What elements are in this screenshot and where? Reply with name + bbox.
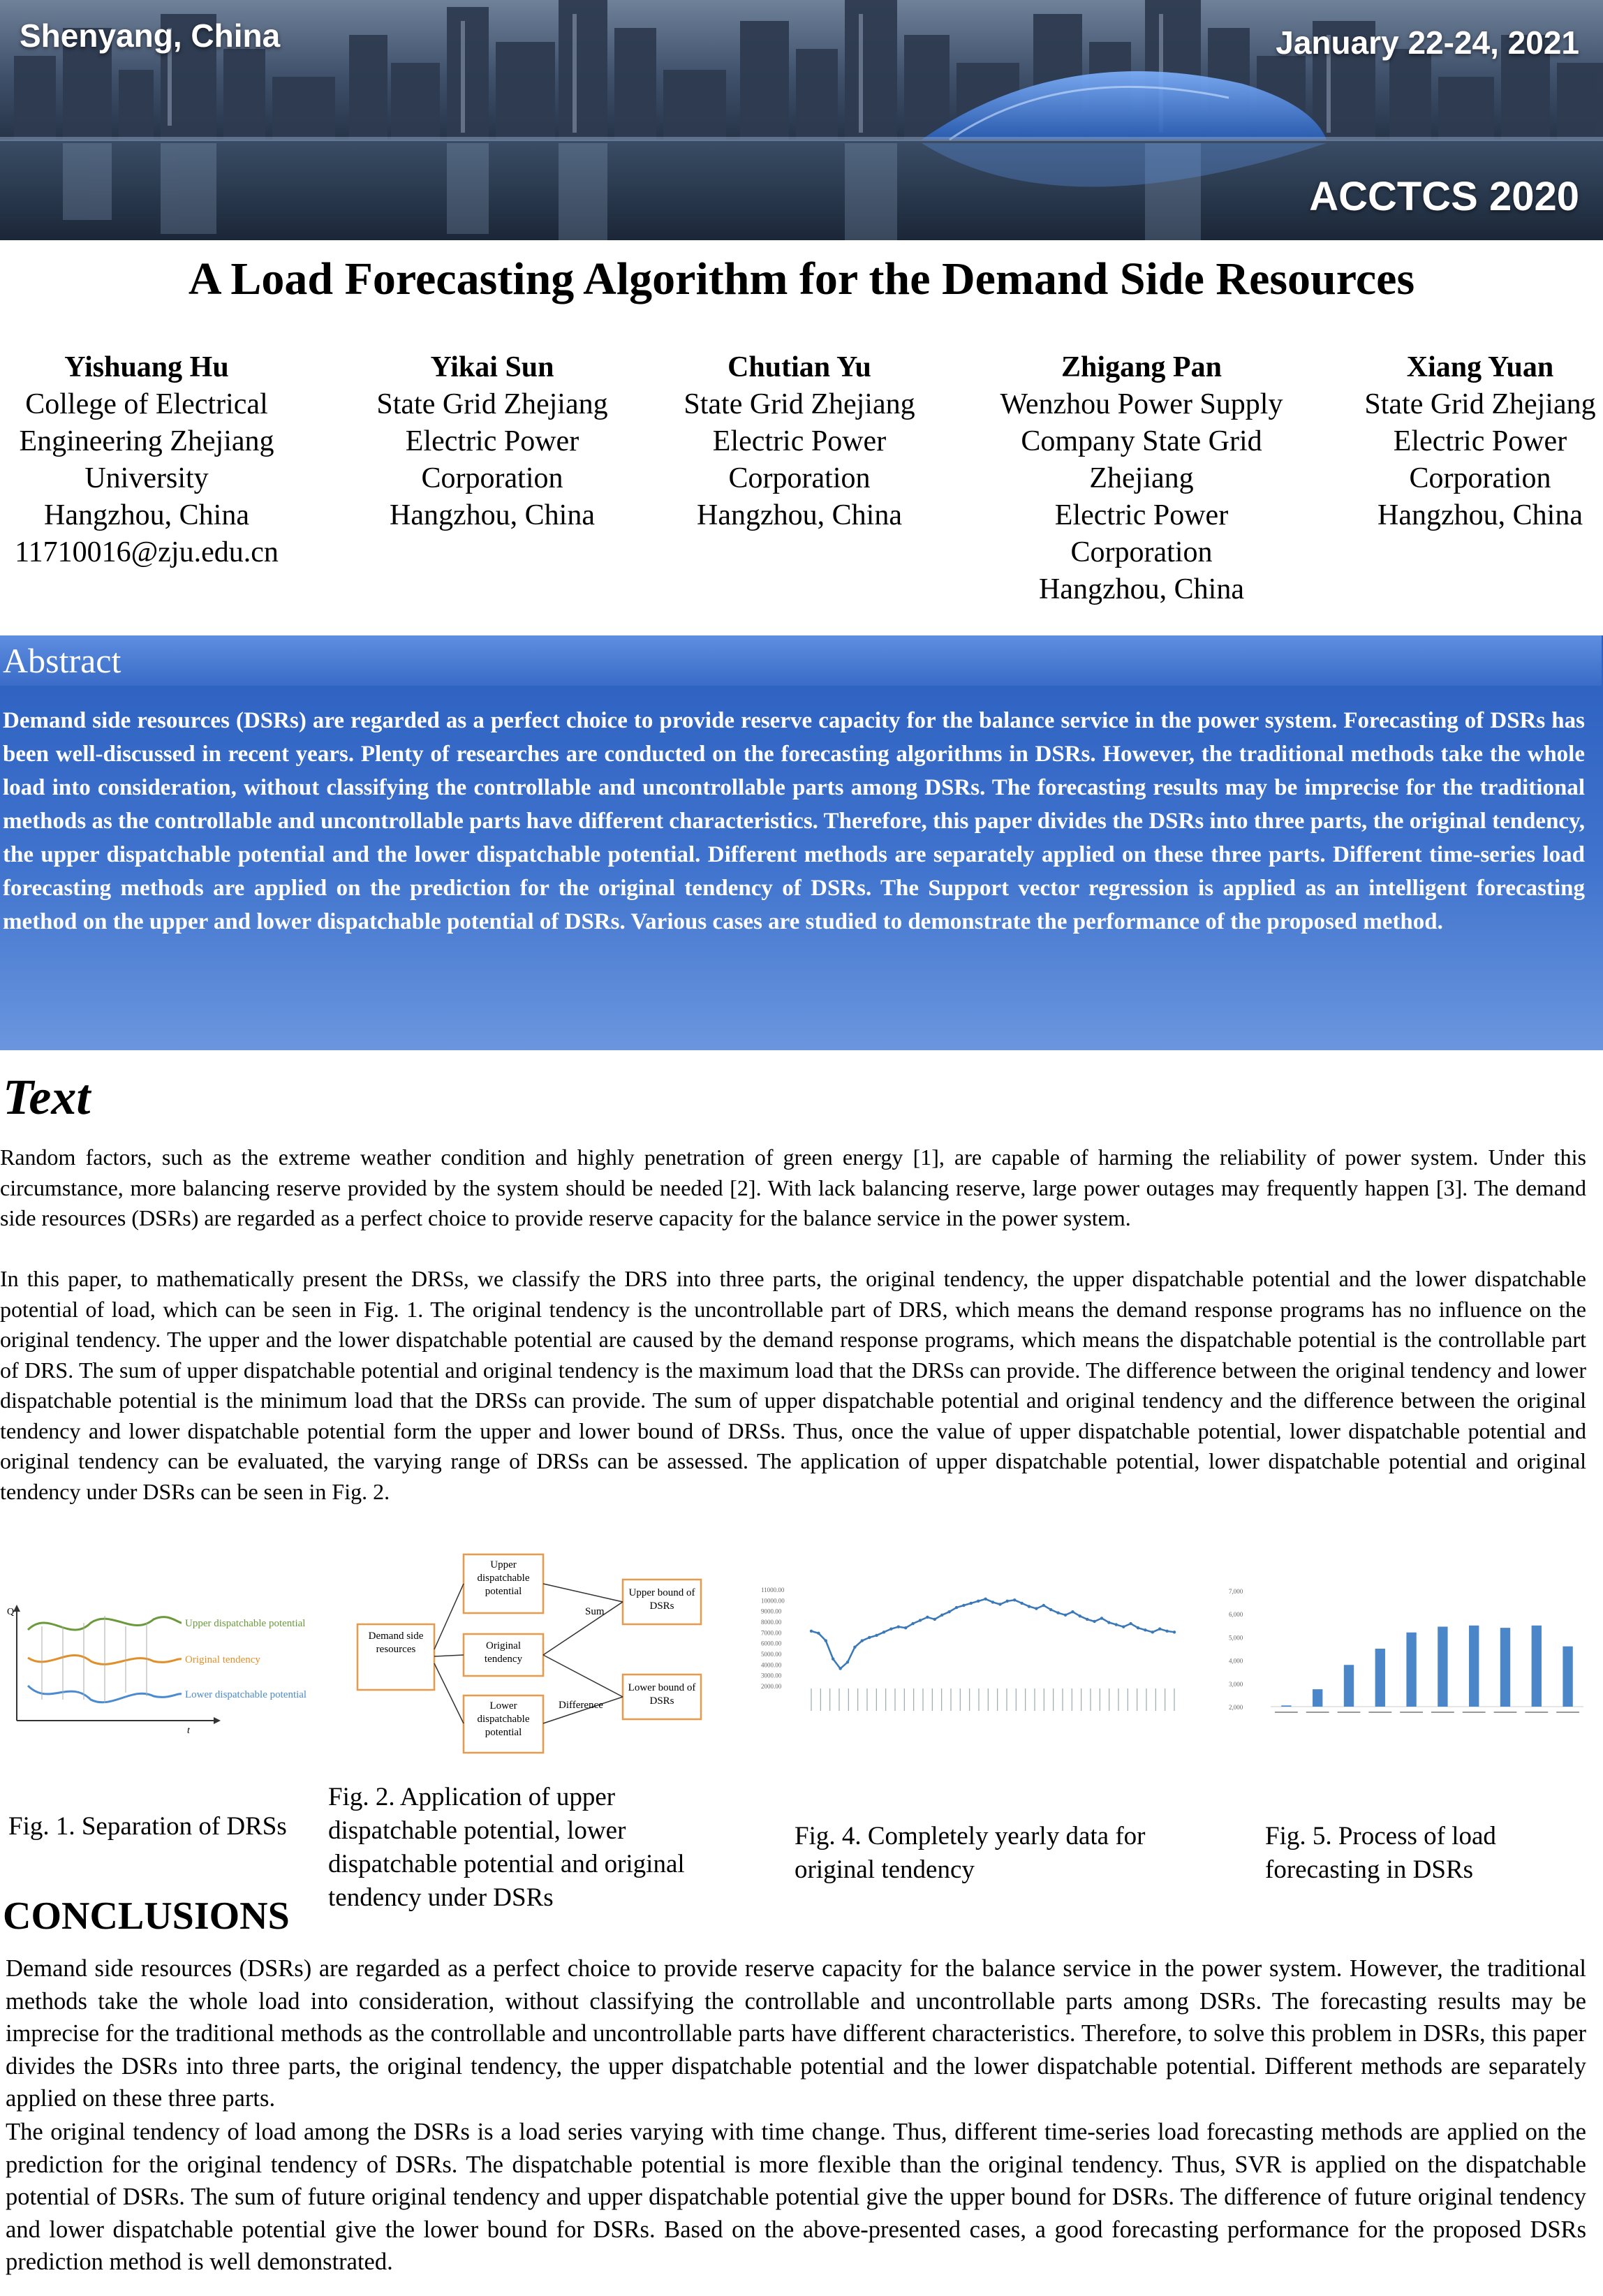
fig4-data-point (861, 1639, 864, 1642)
fig4-data-point (955, 1606, 958, 1609)
fig4-data-point (889, 1628, 892, 1631)
conference-label: ACCTCS 2020 (1309, 174, 1579, 219)
fig4-data-point (1122, 1625, 1125, 1628)
abstract-heading: Abstract (0, 635, 1602, 686)
fig4-y-tick-label: 9000.00 (761, 1607, 782, 1615)
fig2-node-lower-bound-label: Lower bound of DSRs (628, 1682, 696, 1707)
conclusions-paragraph: The original tendency of load among the DSRs is a load series varying with time change. Thus, different time-series load forecasting methods are applied on the prediction for the original tendency of DSRs. The dispatchable potential is more flexible than the original tendency. Thus, SVR is applied on the dispatchable potential of DSRs. The sum of future original tendency and upper dispatchable potential give the upper bound for DSRs. The difference of future original tendency and lower dispatchable potential give the lower bound for DSRs. Based on the above-presented cases, a good forecasting performance for the proposed DSRs prediction method is well demonstrated. (6, 2119, 1586, 2275)
fig4-data-point (1144, 1628, 1146, 1631)
author-affiliation-line: Wenzhou Power Supply (1000, 388, 1283, 420)
fig2-node-original-label: Original tendency (484, 1640, 523, 1665)
fig4-data-point (1173, 1631, 1176, 1633)
fig4-data-point (947, 1610, 950, 1613)
author-block (0, 349, 293, 571)
fig4-data-point (1028, 1605, 1030, 1607)
fig1-original-label: Original tendency (185, 1654, 260, 1665)
author-affiliation-line: Electric Power (1393, 425, 1567, 457)
author-block (1327, 349, 1603, 534)
fig5-y-tick-label: 4,000 (1229, 1657, 1243, 1665)
fig4-data-point (1137, 1626, 1139, 1629)
fig5-bar (1281, 1705, 1291, 1707)
fig4-y-tick-label: 6000.00 (761, 1640, 782, 1647)
fig4-data-point (1158, 1628, 1161, 1631)
fig4-data-point (832, 1657, 834, 1660)
text-heading: Text (3, 1069, 91, 1125)
fig5-bar (1532, 1626, 1542, 1707)
author-name: Xiang Yuan (1406, 351, 1554, 383)
fig2-caption: Fig. 2. Application of upper dispatchable potential, lower dispatchable potential and original tendency under DSRs (328, 1783, 685, 1912)
fig4-data-point (1006, 1600, 1009, 1603)
fig4-data-point (1013, 1598, 1016, 1601)
fig4-data-point (1049, 1608, 1052, 1611)
fig4-data-point (991, 1600, 994, 1603)
author-email: 11710016@zju.edu.cn (15, 536, 279, 568)
fig2-flow-diagram (355, 1552, 718, 1754)
fig4-data-point (853, 1646, 856, 1649)
author-name: Zhigang Pan (1061, 351, 1222, 383)
author-affiliation-line: State Grid Zhejiang (684, 388, 915, 420)
author-affiliation-line: Electric Power (405, 425, 579, 457)
author-affiliation-line: Hangzhou, China (390, 499, 595, 531)
fig4-data-point (977, 1600, 980, 1603)
fig2-edge-difference-label: Difference (559, 1700, 603, 1711)
fig5-bar (1469, 1626, 1479, 1707)
fig4-data-point (962, 1604, 965, 1607)
author-affiliation-line: Corporation (728, 462, 871, 494)
conclusions-paragraph: Demand side resources (DSRs) are regarded as a perfect choice to provide reserve capacity for the balance service in the power system. However, the traditional methods take the whole load into consideration, without classifying the controllable and uncontrollable parts among DSRs. The forecasting results may be imprecise for the traditional methods as the controllable and uncontrollable parts have different characteristics. Therefore, to solve this problem in DSRs, this paper divides the DSRs into three parts, the original tendency, the upper dispatchable potential and the lower dispatchable potential. Different methods are separately applied on these three parts. (6, 1955, 1586, 2112)
fig2-node-dsr-label: Demand side resources (368, 1631, 424, 1655)
author-affiliation-line: Hangzhou, China (697, 499, 902, 531)
fig1-lower-label: Lower dispatchable potential (185, 1689, 307, 1700)
author-affiliation-line: Electric Power (1054, 499, 1229, 531)
body-paragraph: Random factors, such as the extreme weather condition and highly penetration of green energy [1], are capable of harming the reliability of power system. Under this circumstance, more balancing reserve provided by the system should be needed [2]. With lack balancing reserve, large power outages may frequently happen [3]. The demand side resources (DSRs) are regarded as a perfect choice to provide reserve capacity for the balance service in the power system. (0, 1145, 1586, 1230)
author-affiliation-line: Hangzhou, China (44, 499, 249, 531)
fig4-data-point (897, 1625, 900, 1628)
fig4-data-point (825, 1639, 827, 1642)
fig5-bar (1375, 1649, 1385, 1707)
fig4-data-point (984, 1598, 987, 1600)
fig5-y-tick-label: 5,000 (1229, 1634, 1243, 1642)
fig4-data-point (998, 1603, 1001, 1605)
author-block (342, 349, 642, 534)
fig4-data-point (846, 1661, 849, 1663)
fig4-data-point (1071, 1610, 1074, 1613)
fig4-y-tick-label: 10000.00 (761, 1597, 785, 1605)
body-paragraph: In this paper, to mathematically present the DRSs, we classify the DRS into three parts, the original tendency, the upper dispatchable potential and the lower dispatchable potential of load, which can be seen in Fig. 1. The original tendency is the uncontrollable part of DRS, which means the demand response programs has no influence on the original tendency. The upper and the lower dispatchable potential are caused by the demand response programs, which means the dispatchable potential is the controllable part of DRS. The sum of upper dispatchable potential and original tendency is the maximum load that the DRSs can provide. The difference between the original tendency and lower dispatchable potential is the minimum load that the DRSs can provide. The sum of upper dispatchable potential and original tendency and the difference between the original tendency and lower dispatchable potential form the upper and lower bound of DRSs. Thus, once the value of upper dispatchable potential, lower dispatchable potential and original tendency can be evaluated, the varying range of DRSs can be assessed. The application of upper dispatchable potential, lower dispatchable potential and original tendency under DSRs can be seen in Fig. 2. (0, 1266, 1586, 1504)
fig4-data-point (1020, 1602, 1023, 1605)
fig4-data-point (882, 1631, 885, 1633)
author-affiliation-line: Corporation (421, 462, 563, 494)
fig5-bar (1406, 1633, 1416, 1707)
fig5-y-tick-label: 7,000 (1229, 1588, 1243, 1595)
author-affiliation-line: State Grid Zhejiang (1364, 388, 1596, 420)
fig4-line-chart (761, 1581, 1180, 1721)
fig4-data-point (970, 1602, 973, 1605)
fig1-upper-label: Upper dispatchable potential (185, 1618, 306, 1629)
author-affiliation-line: University (84, 462, 209, 494)
fig4-data-point (911, 1622, 914, 1625)
fig4-data-point (1042, 1604, 1045, 1607)
fig4-data-point (1115, 1623, 1118, 1626)
fig4-y-tick-label: 7000.00 (761, 1629, 782, 1637)
fig4-data-point (904, 1626, 907, 1629)
fig4-data-point (926, 1616, 929, 1619)
fig5-bar (1500, 1628, 1510, 1707)
fig1-caption: Fig. 1. Separation of DRSs (8, 1812, 287, 1841)
fig4-data-point (919, 1619, 922, 1621)
fig4-data-point (868, 1636, 871, 1639)
fig4-data-point (1129, 1622, 1132, 1625)
fig4-data-point (817, 1632, 820, 1635)
date-label: January 22-24, 2021 (1276, 24, 1579, 61)
fig4-y-tick-label: 11000.00 (761, 1587, 785, 1594)
fig4-data-point (1056, 1612, 1059, 1614)
fig4-data-point (810, 1630, 813, 1633)
fig4-data-point (839, 1667, 841, 1670)
author-affiliation-line: College of Electrical (25, 388, 268, 420)
fig4-data-point (1093, 1620, 1095, 1623)
fig2-node-upper-bound-label: Upper bound of DSRs (628, 1587, 695, 1612)
author-name: Yikai Sun (430, 351, 554, 383)
fig5-caption: Fig. 5. Process of load forecasting in DSRs (1265, 1822, 1496, 1884)
fig4-caption: Fig. 4. Completely yearly data for original tendency (795, 1822, 1146, 1884)
fig1-separation-diagram (7, 1595, 342, 1735)
fig4-y-tick-label: 5000.00 (761, 1651, 782, 1658)
fig5-y-tick-label: 2,000 (1229, 1704, 1243, 1711)
author-affiliation-line: Electric Power (712, 425, 887, 457)
author-affiliation-line: Zhejiang (1089, 462, 1194, 494)
author-name: Chutian Yu (727, 351, 871, 383)
fig4-data-point (1079, 1614, 1081, 1617)
fig5-bar (1563, 1647, 1572, 1707)
fig4-data-point (933, 1618, 936, 1621)
fig4-data-point (1035, 1607, 1037, 1610)
author-affiliation-line: Engineering Zhejiang (19, 425, 274, 457)
author-block (963, 349, 1320, 608)
fig4-data-point (875, 1634, 878, 1637)
fig4-data-point (940, 1614, 943, 1617)
fig4-data-point (1151, 1631, 1154, 1633)
fig4-y-tick-label: 8000.00 (761, 1619, 782, 1626)
fig5-y-tick-label: 3,000 (1229, 1680, 1243, 1688)
location-label: Shenyang, China (20, 17, 281, 54)
fig2-node-lower-label: Lower dispatchable potential (477, 1700, 530, 1738)
header-banner (0, 0, 1603, 240)
fig4-y-tick-label: 3000.00 (761, 1672, 782, 1679)
fig1-axis-y-label: Q (7, 1607, 15, 1617)
author-affiliation-line: Corporation (1409, 462, 1551, 494)
fig1-axis-x-label: t (187, 1725, 190, 1735)
fig4-y-tick-label: 4000.00 (761, 1661, 782, 1669)
author-affiliation-line: Corporation (1070, 536, 1213, 568)
fig5-y-tick-label: 6,000 (1229, 1611, 1243, 1619)
fig4-data-point (1064, 1614, 1067, 1617)
author-affiliation-line: Hangzhou, China (1039, 573, 1244, 605)
abstract-text: Demand side resources (DSRs) are regarded as a perfect choice to provide reserve capacity for the balance service in the power system. Forecasting of DSRs has been well-discussed in recent years. Plenty of researches are conducted on the forecasting algorithms in DSRs. However, the traditional methods take the whole load into consideration, without classifying the controllable and uncontrollable parts among DSRs. The forecasting results may be imprecise for the traditional methods as the controllable and uncontrollable parts have different characteristics. Therefore, this paper divides the DSRs into three parts, the original tendency, the upper dispatchable potential and the lower dispatchable potential. Different methods are separately applied on these three parts. Different time-series load forecasting methods are applied on the prediction for the original tendency of DSRs. The Support vector regression is applied as an intelligent forecasting method on the upper and lower dispatchable potential of DSRs. Various cases are studied to demonstrate the performance of the proposed method. (3, 708, 1585, 934)
author-affiliation-line: State Grid Zhejiang (376, 388, 608, 420)
fig5-bar (1313, 1689, 1322, 1707)
author-block (649, 349, 950, 534)
fig4-data-point (1100, 1617, 1103, 1619)
fig5-bar (1344, 1665, 1354, 1707)
fig4-y-tick-label: 2000.00 (761, 1683, 782, 1690)
conclusions-heading: CONCLUSIONS (3, 1894, 290, 1938)
fig4-series-line (811, 1599, 1174, 1669)
fig4-data-point (1165, 1630, 1168, 1633)
author-affiliation-line: Company State Grid (1021, 425, 1262, 457)
author-affiliation-line: Hangzhou, China (1377, 499, 1583, 531)
fig5-bar-chart (1229, 1580, 1592, 1719)
author-name: Yishuang Hu (64, 351, 229, 383)
fig4-data-point (1107, 1621, 1110, 1624)
paper-title: A Load Forecasting Algorithm for the Demand Side Resources (188, 253, 1415, 304)
fig2-edge-sum-label: Sum (585, 1606, 605, 1617)
fig5-bar (1438, 1626, 1447, 1707)
fig4-data-point (1086, 1618, 1088, 1621)
fig2-node-upper-label: Upper dispatchable potential (477, 1559, 530, 1597)
